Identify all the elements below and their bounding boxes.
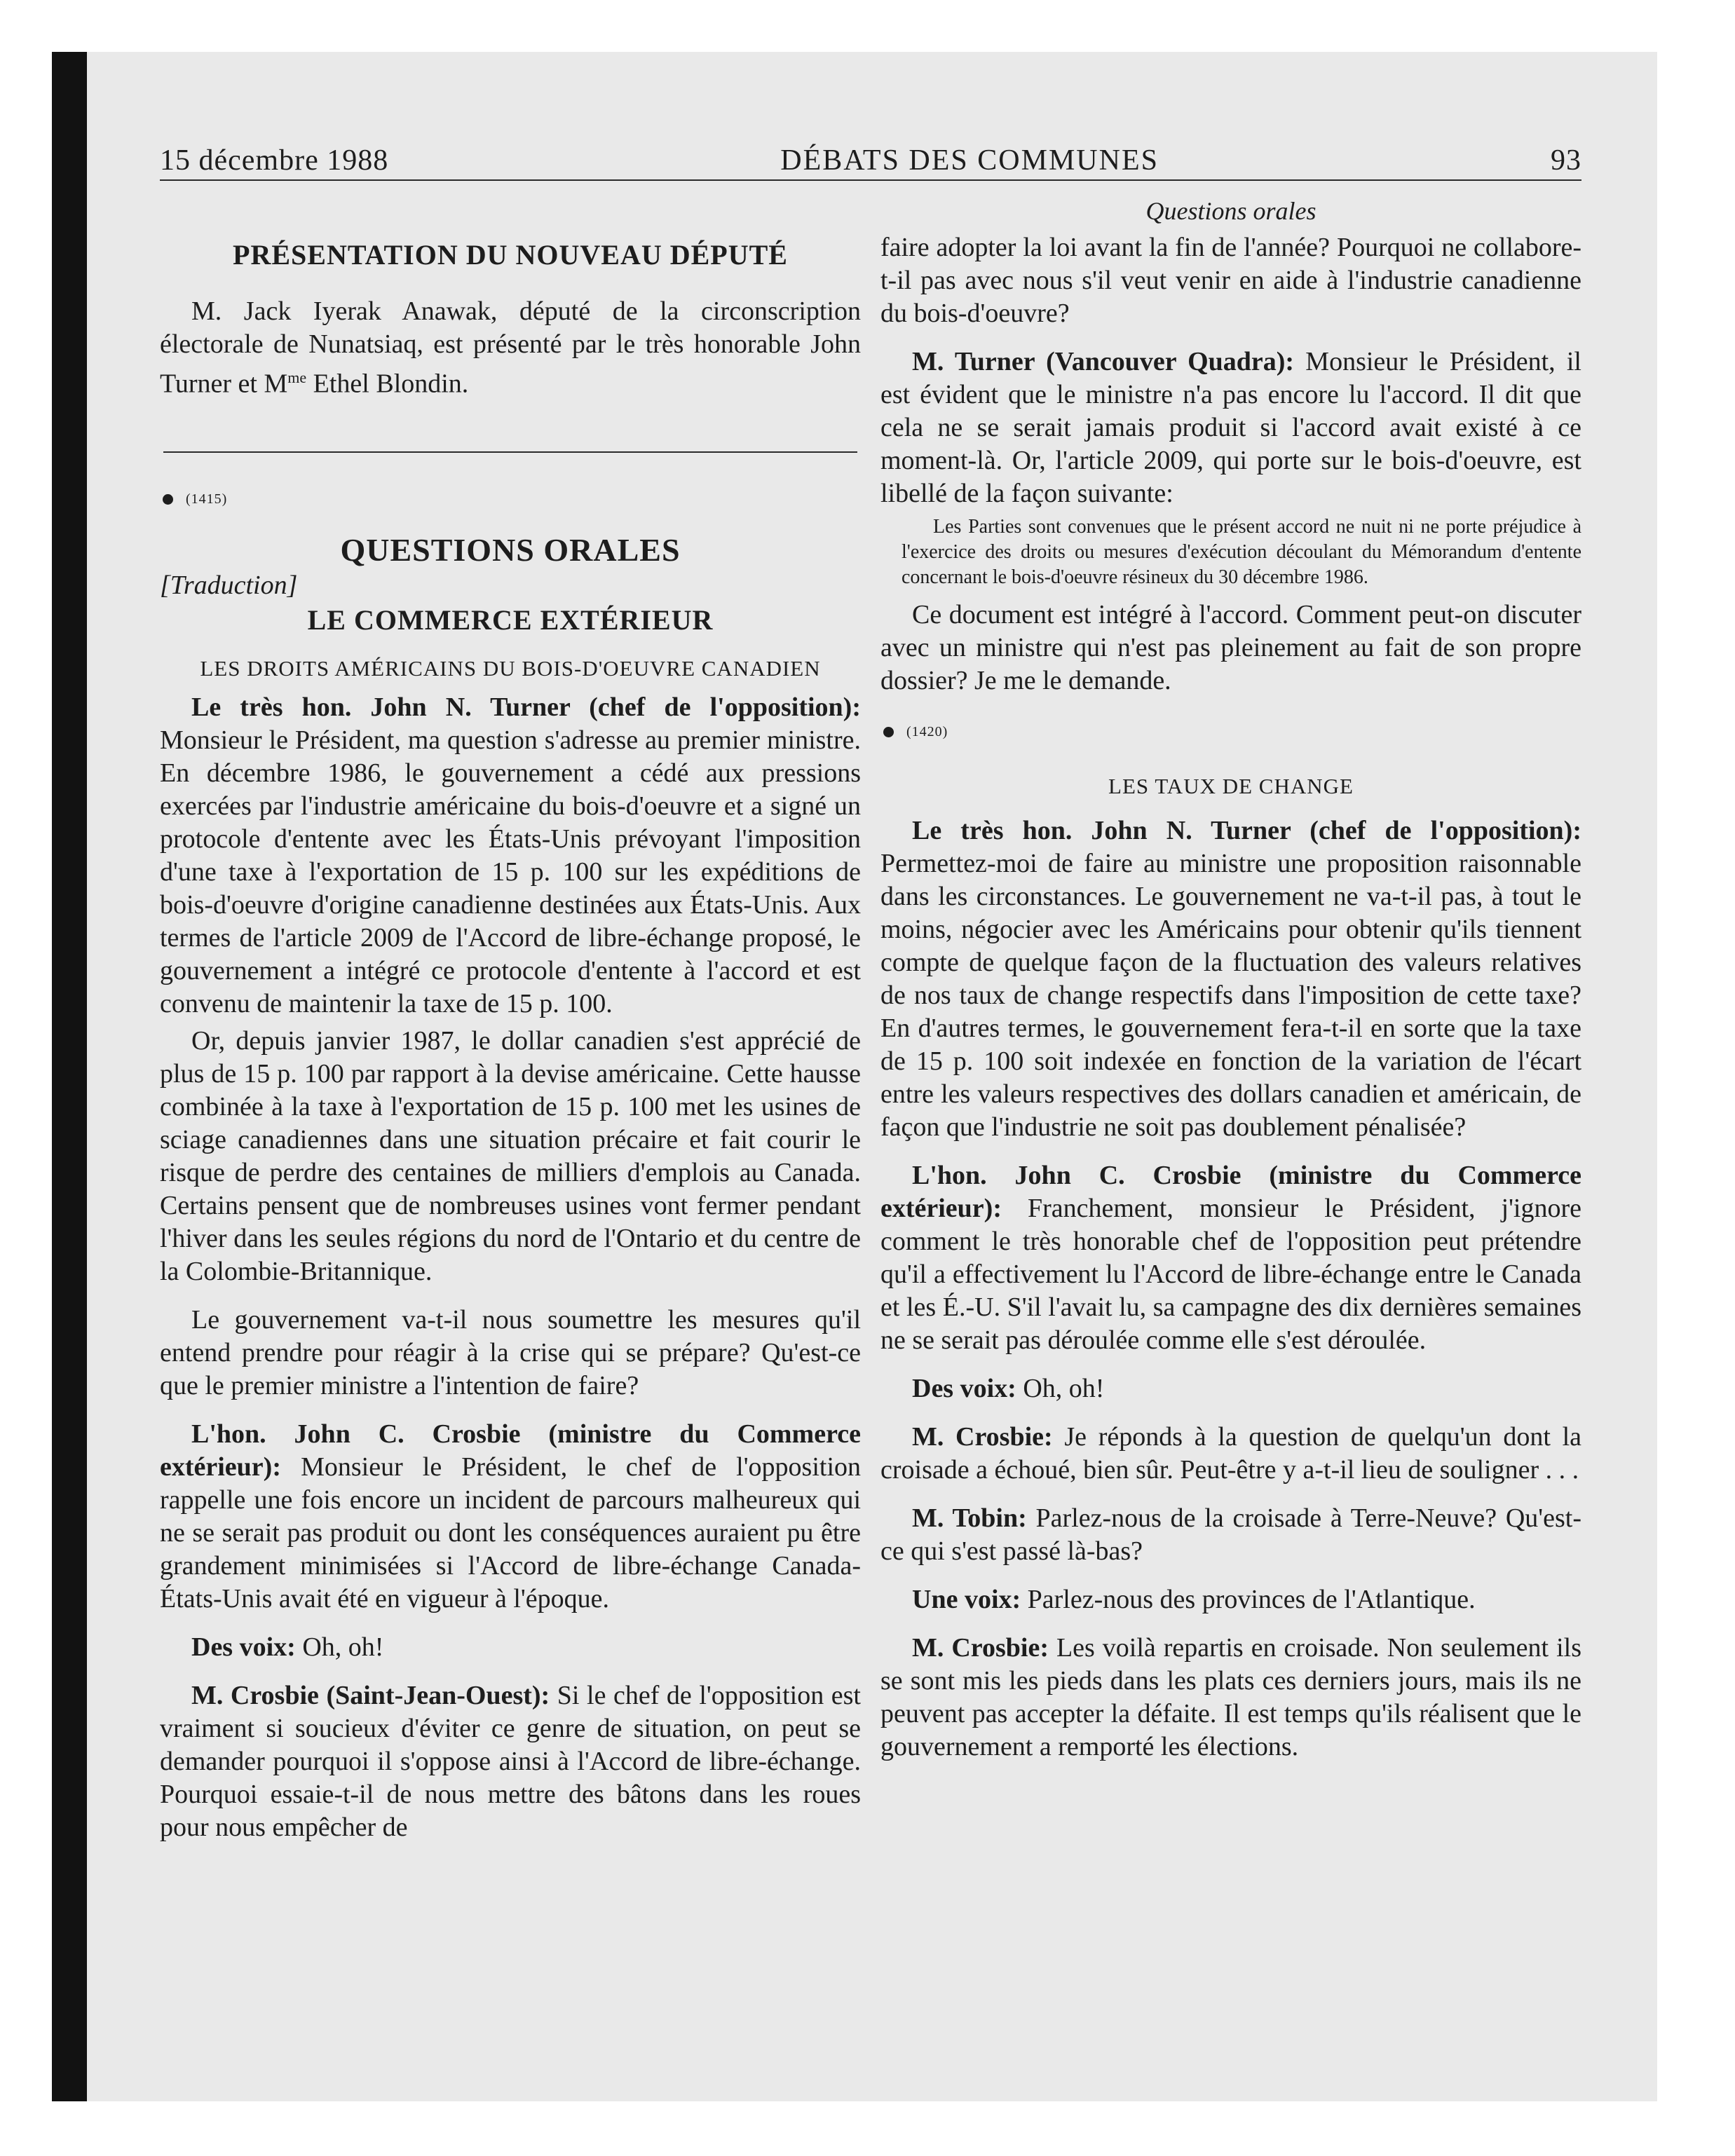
speech-text: Oh, oh!	[295, 1632, 384, 1662]
quoted-article	[880, 514, 1581, 590]
speaker-name: Le très hon. John N. Turner (chef de l'opposition):	[191, 692, 861, 722]
translation-note: [Traduction]	[160, 570, 298, 600]
bullet-icon	[883, 727, 894, 737]
speech-paragraph: Ce document est intégré à l'accord. Comment peut-on discuter avec un ministre qui n'est pas pleinement au fait de son propre dossier? Je me le demande.	[880, 600, 1581, 695]
speech-text: Je réponds à la question de quelqu'un dont la croisade a échoué, bien sûr. Peut-être y a-t-il lieu de souligner . . .	[880, 1422, 1582, 1485]
speech-text: Monsieur le Président, le chef de l'opposition rappelle une fois encore un incident de parcours malheureux qui ne se serait pas produit ou dont les conséquences auraient pu être grandement minimisées si l'Accord de libre-échange Canada-États-Unis avait été en vigueur à l'époque.	[160, 1452, 861, 1613]
time-marker	[880, 724, 1581, 740]
speech-paragraph	[880, 1502, 1581, 1568]
topic-heading: LES DROITS AMÉRICAINS DU BOIS-D'OEUVRE CANADIEN	[200, 655, 821, 681]
speech-paragraph	[880, 1159, 1581, 1357]
new-member-text-a: M. Jack Iyerak Anawak, député de la circonscription électorale de Nunatsiaq, est présenté par le très honorable John Turner et M	[160, 296, 861, 399]
speaker-name: M. Crosbie (Saint-Jean-Ouest):	[191, 1680, 550, 1710]
speaker-name: L'hon. John C. Crosbie (ministre du Commerce extérieur):	[160, 1419, 861, 1482]
speaker-name: M. Crosbie:	[912, 1633, 1049, 1663]
running-head	[160, 144, 1581, 177]
speech-text: Les voilà repartis en croisade. Non seulement ils se sont mis les pieds dans les plats ces derniers jours, mais ils ne peuvent pas accepter la défaite. Il est temps qu'ils réalisent que le gouvernement a remporté les élections.	[880, 1633, 1581, 1761]
speech-paragraph	[160, 1631, 861, 1664]
speech-paragraph	[880, 1421, 1581, 1487]
speech-paragraph	[880, 346, 1581, 510]
new-member-text-sup: me	[287, 369, 307, 386]
speaker-name: M. Turner (Vancouver Quadra):	[912, 347, 1295, 376]
page-number: 93	[1550, 144, 1581, 177]
speaker-name: Des voix:	[912, 1374, 1016, 1403]
speech-text: Permettez-moi de faire au ministre une proposition raisonnable dans les circonstances. Le gouvernement ne va-t-il pas, à tout le moins, négocier avec les Américains pour obtenir qu'ils tiennent compte de quelque façon de la fluctuation des valeurs relatives de nos taux de change respectifs dans l'imposition de cette taxe? En d'autres termes, le gouvernement fera-t-il en sorte que la taxe de 15 p. 100 soit indexée en fonction de la variation de l'écart entre les valeurs respectives des dollars canadien et américain, de façon que l'industrie ne soit pas doublement pénalisée?	[880, 849, 1581, 1142]
subsection-title: LE COMMERCE EXTÉRIEUR	[307, 603, 714, 636]
speech-paragraph	[880, 1632, 1581, 1763]
speaker-name: Des voix:	[191, 1632, 296, 1662]
new-member-paragraph	[160, 295, 861, 401]
speech-text: Monsieur le Président, ma question s'adresse au premier ministre. En décembre 1986, le gouvernement a cédé aux pressions exercées par l'industrie américaine du bois-d'oeuvre et a signé un protocole d'entente avec les États-Unis prévoyant l'imposition d'une taxe à l'exportation de 15 p. 100 sur les expéditions de bois-d'oeuvre d'origine canadienne destinées aux États-Unis. Aux termes de l'article 2009 de l'Accord de libre-échange proposé, le gouvernement a intégré ce protocole d'entente à l'accord et est convenu de maintenir la taxe de 15 p. 100.	[160, 725, 861, 1018]
speech-paragraph: faire adopter la loi avant la fin de l'année? Pourquoi ne collabore-t-il pas avec nous s'il veut venir en aide à l'industrie canadienne du bois-d'oeuvre?	[880, 233, 1581, 328]
time-marker	[160, 491, 861, 507]
bullet-icon	[163, 494, 173, 505]
speech-paragraph	[880, 814, 1581, 1144]
speaker-name: Une voix:	[912, 1585, 1021, 1614]
speaker-name: M. Tobin:	[912, 1503, 1027, 1533]
speaker-name: M. Crosbie:	[912, 1422, 1053, 1452]
speech-paragraph: Or, depuis janvier 1987, le dollar canadien s'est apprécié de plus de 15 p. 100 par rapport à la devise américaine. Cette hausse combinée à la taxe à l'exportation de 15 p. 100 met les usines de sciage canadiennes dans une situation précaire et fait courir le risque de perdre des centaines de milliers d'emplois au Canada. Certains pensent que de nombreuses usines vont fermer pendant l'hiver dans les seules régions du nord de l'Ontario et du centre de la Colombie-Britannique.	[160, 1025, 861, 1286]
speaker-name: Le très hon. John N. Turner (chef de l'opposition):	[912, 816, 1581, 845]
speech-text: Parlez-nous des provinces de l'Atlantique.	[1021, 1585, 1476, 1614]
quote-text: Les Parties sont convenues que le présent accord ne nuit ni ne porte préjudice à l'exercice des droits ou mesures d'exécution découlant du Mémorandum d'entente concernant le bois-d'oeuvre résineux du 30 décembre 1986.	[901, 516, 1581, 588]
running-subhead: Questions orales	[1145, 197, 1316, 225]
speech-paragraph: Le gouvernement va-t-il nous soumettre les mesures qu'il entend prendre pour réagir à la crise qui se prépare? Qu'est-ce que le premier ministre a l'intention de faire?	[160, 1304, 861, 1400]
speech-paragraph	[880, 1583, 1581, 1616]
header-date: 15 décembre 1988	[160, 144, 389, 177]
speech-paragraph	[880, 1372, 1581, 1405]
speech-text: Si le chef de l'opposition est vraiment si soucieux d'éviter ce genre de situation, on peut se demander pourquoi il s'oppose ainsi à l'Accord de libre-échange. Pourquoi essaie-t-il de nous mettre des bâtons dans les roues pour nous empêcher de	[160, 1680, 861, 1842]
right-column	[880, 196, 1581, 1779]
new-member-text-b: Ethel Blondin.	[306, 369, 469, 399]
left-column	[160, 196, 861, 1860]
speaker-name: L'hon. John C. Crosbie (ministre du Commerce extérieur):	[880, 1161, 1581, 1223]
speech-paragraph	[160, 1679, 861, 1844]
speech-paragraph	[160, 691, 861, 1021]
header-rule	[160, 179, 1581, 181]
header-title: DÉBATS DES COMMUNES	[780, 144, 1159, 177]
time-marker-text: (1420)	[906, 724, 948, 739]
topic-heading: LES TAUX DE CHANGE	[1108, 774, 1354, 798]
speech-text: Monsieur le Président, il est évident que le ministre n'a pas encore lu l'accord. Il dit que cela ne se serait jamais produit si l'accord avait existé à ce moment-là. Or, l'article 2009, qui porte sur le bois-d'oeuvre, est libellé de la façon suivante:	[880, 347, 1581, 508]
speech-text: Parlez-nous de la croisade à Terre-Neuve? Qu'est-ce qui s'est passé là-bas?	[880, 1503, 1581, 1566]
speech-paragraph	[160, 1418, 861, 1616]
time-marker-text: (1415)	[186, 491, 228, 507]
section-title-new-member: PRÉSENTATION DU NOUVEAU DÉPUTÉ	[233, 239, 788, 271]
section-title-oral-questions: QUESTIONS ORALES	[340, 531, 681, 568]
speech-text: Franchement, monsieur le Président, j'ignore comment le très honorable chef de l'opposition peut prétendre qu'il a effectivement lu l'Accord de libre-échange entre le Canada et les É.-U. S'il l'avait lu, sa campagne des dix dernières semaines ne se serait pas déroulée comme elle s'est déroulée.	[880, 1194, 1581, 1355]
speech-text: Oh, oh!	[1016, 1374, 1105, 1403]
